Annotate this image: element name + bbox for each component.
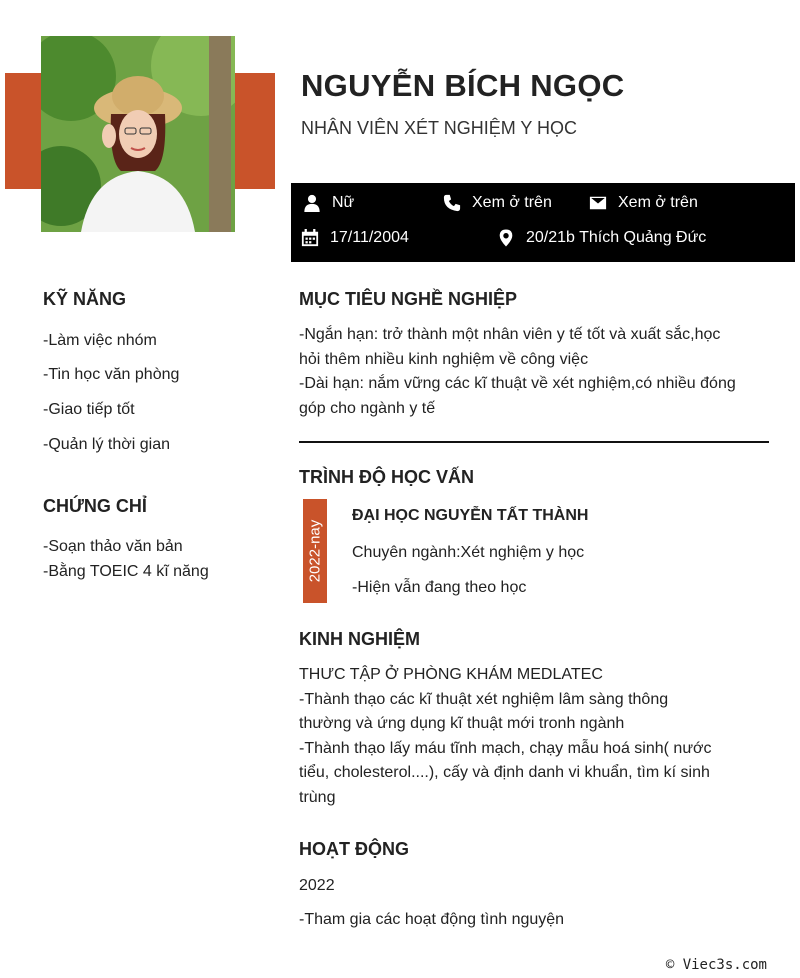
activities-heading: HOẠT ĐỘNG [299, 839, 409, 859]
candidate-name: NGUYỄN BÍCH NGỌC [301, 68, 625, 103]
phone-icon [443, 194, 461, 212]
contact-bar [291, 183, 795, 262]
experience-heading: KINH NGHIỆM [299, 629, 420, 649]
contact-email [589, 194, 698, 212]
profile-photo [41, 36, 235, 232]
skill-item: -Quản lý thời gian [43, 436, 170, 453]
user-icon [303, 194, 321, 212]
location-icon [497, 229, 515, 247]
footer-credit: © Viec3s.com [665, 957, 767, 973]
phone-value: Xem ở trên [472, 194, 552, 211]
objective-line: góp cho ngành y tế [299, 399, 436, 417]
gender-value: Nữ [332, 194, 355, 211]
contact-birthday [301, 229, 409, 247]
certificates-heading: CHỨNG CHỈ [43, 496, 147, 516]
experience-line: tiểu, cholesterol....), cấy và định danh vi khuẩn, tìm kí sinh [299, 764, 710, 781]
contact-gender [303, 194, 354, 212]
experience-line: thường và ứng dụng kĩ thuật mới tronh ngành [299, 715, 625, 732]
experience-line: -Thành thạo lấy máu tĩnh mạch, chạy mẫu hoá sinh( nước [299, 739, 712, 757]
education-school: ĐẠI HỌC NGUYỄN TẤT THÀNH [352, 507, 589, 524]
experience-line: -Thành thạo các kĩ thuật xét nghiệm lâm sàng thông [299, 690, 669, 708]
objective-heading: MỤC TIÊU NGHỀ NGHIỆP [299, 289, 518, 309]
activities-item: -Tham gia các hoạt động tình nguyện [299, 911, 565, 928]
objective-line: hỏi thêm nhiều kinh nghiệm về công việc [299, 350, 589, 368]
email-value: Xem ở trên [618, 194, 698, 211]
contact-address [497, 229, 706, 247]
certificate-item: -Bằng TOEIC 4 kĩ năng [43, 563, 209, 580]
mail-icon [589, 194, 607, 212]
birthday-value: 17/11/2004 [330, 229, 409, 246]
section-divider [299, 441, 769, 443]
education-heading: TRÌNH ĐỘ HỌC VẤN [299, 467, 474, 487]
education-status: -Hiện vẫn đang theo học [352, 579, 527, 596]
activities-year: 2022 [299, 877, 335, 894]
certificate-item: -Soạn thảo văn bản [43, 538, 183, 555]
objective-text [299, 323, 779, 421]
experience-line: trùng [299, 788, 336, 806]
experience-text [299, 663, 779, 810]
address-value: 20/21b Thích Quảng Đức [526, 229, 707, 246]
education-period: 2022-nay [306, 519, 324, 583]
experience-place: THƯC TẬP Ở PHÒNG KHÁM MEDLATEC [299, 666, 603, 683]
education-period-bar [303, 499, 327, 603]
skill-item: -Giao tiếp tốt [43, 401, 135, 418]
contact-phone [443, 194, 552, 212]
skills-heading: KỸ NĂNG [43, 289, 127, 309]
calendar-icon [301, 229, 319, 247]
education-major: Chuyên ngành:Xét nghiệm y học [352, 544, 585, 561]
candidate-role: NHÂN VIÊN XÉT NGHIỆM Y HỌC [301, 118, 578, 138]
objective-line: -Ngắn hạn: trở thành một nhân viên y tế tốt và xuất sắc,học [299, 326, 721, 343]
skill-item: -Tin học văn phòng [43, 366, 180, 383]
skill-item: -Làm việc nhóm [43, 332, 157, 349]
objective-line: -Dài hạn: nắm vững các kĩ thuật về xét nghiệm,có nhiều đóng [299, 375, 736, 392]
